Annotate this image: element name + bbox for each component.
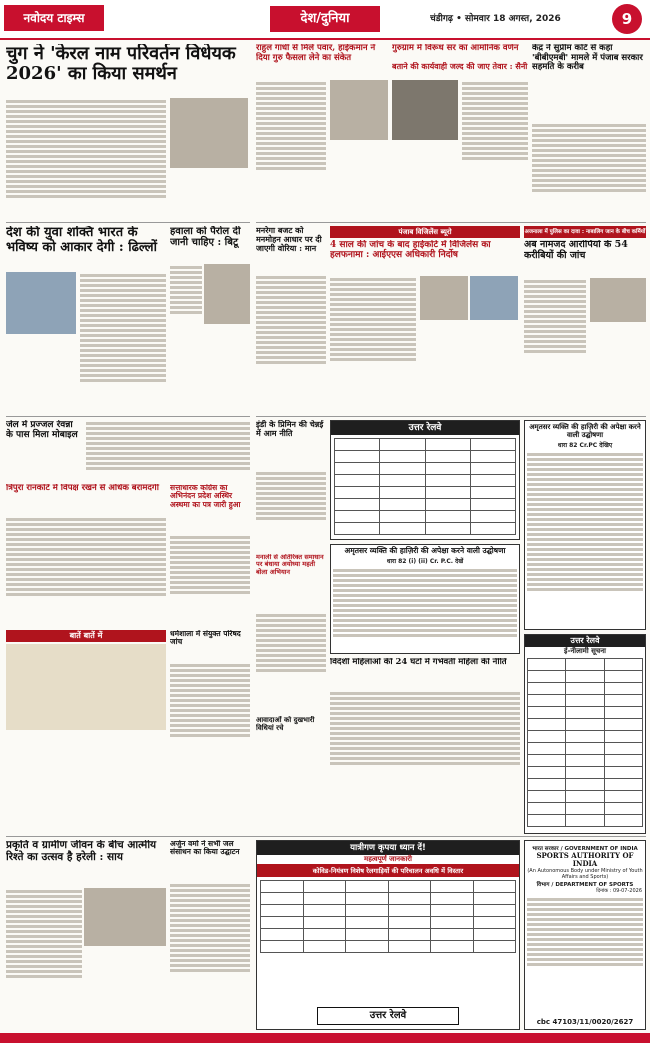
youth-headline: देश की युवा शक्ति भारत के भविष्य को आकार देगी : ढिल्लों bbox=[6, 226, 157, 255]
rail-note: कोविड-नियंत्रण विशेष रेलगाड़ियों की परिचालन अवधि में विस्तार bbox=[257, 864, 519, 877]
jail-body bbox=[86, 420, 250, 480]
batein-cartoon bbox=[6, 644, 166, 730]
bbmb-headline: केंद्र ने सुप्रीम कोर्ट से कहा 'बीबीएमबी' मामले में पंजाब सरकार सहमति के करीब bbox=[532, 44, 643, 73]
bbmb-body bbox=[532, 122, 646, 222]
divider bbox=[256, 222, 646, 223]
vigilance-photo-2 bbox=[470, 276, 518, 320]
manrega-headline: मनरेगा बजट को मनमोहन आधार पर दी जाएगी वोरिया : मान bbox=[256, 226, 322, 253]
sports-department: विभाग / DEPARTMENT OF SPORTS bbox=[536, 881, 634, 888]
gurugram-body bbox=[462, 80, 528, 220]
divider bbox=[6, 416, 250, 417]
sports-date: दिनांक : 09-07-2026 bbox=[596, 887, 642, 894]
vigilance-headline: 4 साल की जांच के बाद हाईकोर्ट में विजिलेंस का हलफनामा : आईएएस अधिकारी निर्दोष bbox=[330, 240, 491, 261]
date-line: चंडीगढ़ • सोमवार 18 अगस्त, 2026 bbox=[430, 14, 561, 24]
sports-title: SPORTS AUTHORITY OF INDIA bbox=[536, 851, 634, 868]
batein-header: बातें बातें में bbox=[6, 630, 166, 642]
punjab-vigilance-tag: पंजाब विजिलेंस ब्यूरो bbox=[330, 226, 520, 238]
hawala-body bbox=[170, 264, 202, 414]
rail-info-label: महत्वपूर्ण जानकारी bbox=[364, 855, 412, 863]
court-notice-1 bbox=[524, 420, 646, 630]
congress-headline: सत्ताधारक कांग्रेस का अभिनंदन प्रदेश अस्थिर अस्थमा का पत्र जारी हुआ bbox=[170, 484, 241, 509]
gurugram-headline: गुरुग्राम में विरूध सर का आर्मोनिक वर्णन bbox=[392, 44, 519, 53]
vigilance-body bbox=[330, 276, 416, 416]
pindi-headline: इंडी के प्रिमिन की चेन्नई में आम नीति bbox=[256, 420, 324, 438]
jail-headline: जेल में प्रज्जल रेवन्ना के पास मिला मोबाइल bbox=[6, 420, 78, 441]
rail-train-table bbox=[260, 880, 516, 953]
rahul-body bbox=[256, 80, 326, 220]
prakriti-photo bbox=[84, 888, 166, 946]
sports-authority-ad bbox=[524, 840, 646, 1030]
kanya-headline: विदेशी महिलाओं की 24 घंटों में गर्भवती महिला की नीति bbox=[330, 658, 507, 667]
court-notice-1-subtitle: धारा 82 Cr.PC देखिए bbox=[557, 441, 613, 449]
uttar-railway-title: उत्तर रेलवे bbox=[331, 421, 519, 435]
auction-rail-title: उत्तर रेलवे bbox=[525, 635, 645, 647]
auction-notice bbox=[524, 634, 646, 834]
masthead bbox=[0, 0, 650, 40]
lead-photo bbox=[170, 98, 248, 168]
pindi-body bbox=[256, 470, 326, 550]
jalsansadhan-body bbox=[170, 882, 250, 1028]
ajnala-body bbox=[524, 278, 586, 418]
divider bbox=[6, 836, 646, 837]
lead-headline: चुग ने 'केरल नाम परिवर्तन विधेयक 2026' का किया समर्थन bbox=[6, 44, 236, 85]
prakriti-body bbox=[6, 888, 82, 1028]
rail-passenger-title: यात्रीगण कृपया ध्यान दें! bbox=[257, 841, 519, 855]
court-notice-1-title: अमृतसर व्यक्ति की हाज़िरी की अपेक्षा करने वाली उद्घोषणा bbox=[529, 422, 641, 439]
congress-body bbox=[170, 534, 250, 624]
uttar-railway-ad bbox=[330, 420, 520, 540]
sports-subtitle: (An Autonomous Body under Ministry of Youth Affairs and Sports) bbox=[527, 867, 643, 880]
ajnala-photo bbox=[590, 278, 646, 322]
gurugram-subheadline: बताने की कार्यवाही जल्द की जाए तेवार : सैनी bbox=[392, 62, 528, 71]
rahul-headline: राहुल गांधी से मिले पवार, हाईकमान ने दिया गुरु फैसला लेने का संकेत bbox=[256, 44, 376, 63]
railway-table bbox=[334, 438, 516, 535]
kotdwara-headline: आवादाओं को दुखभारी विधियां रचे bbox=[256, 716, 315, 732]
prakriti-headline: प्रकृति व ग्रामीण जीवन के बीच आत्मीय रिश्ते का उत्सव है हरेली : साय bbox=[6, 840, 157, 863]
gurugram-photo bbox=[392, 80, 458, 140]
hawala-photo bbox=[204, 264, 250, 324]
ajnala-tag: अजनाला में पुलिस का दावा : नाबालिग जान के बीच कर्मियों bbox=[524, 226, 646, 238]
court-notice-2-subtitle: धारा 82 (i) (ii) Cr. P.C. देखें bbox=[386, 558, 464, 566]
tripura-body bbox=[6, 516, 166, 626]
hawala-headline: हवाला को पैरोल दी जानी चाहिए : बिटू bbox=[170, 226, 241, 249]
divider bbox=[6, 222, 250, 223]
bihar-body bbox=[256, 612, 326, 712]
tripura-headline: त्रिपुरा रानकोर्ट में विपक्ष रखने से अधिक बरामदगी bbox=[6, 484, 159, 493]
sports-govt-line: भारत सरकार / GOVERNMENT OF INDIA bbox=[532, 846, 638, 852]
lead-body bbox=[6, 98, 166, 218]
auction-title: ई-नीलामी सूचना bbox=[564, 647, 606, 655]
ajnala-headline: अब नामजद आरोपियों के 54 करीबियों की जांच bbox=[524, 240, 628, 261]
page-number: 9 bbox=[612, 4, 642, 34]
vigilance-photo-1 bbox=[420, 276, 468, 320]
bihar-headline: मनाली से अतिरिक्त समाधान पर बंधाया अयोध्या महती बोला अभियान bbox=[256, 554, 324, 576]
jalsansadhan-headline: अर्जुन वर्मा ने सभी जल संसाधन का किया उद्घाटन bbox=[170, 840, 240, 857]
rail-passenger-ad bbox=[256, 840, 520, 1030]
auction-table bbox=[527, 658, 643, 827]
divider bbox=[256, 416, 646, 417]
kanya-body bbox=[330, 690, 520, 810]
rahul-photo bbox=[330, 80, 388, 140]
dharamshala-body bbox=[170, 662, 250, 782]
rail-footer-brand: उत्तर रेलवे bbox=[317, 1007, 459, 1025]
cbc-code: cbc 47103/11/0020/2627 bbox=[536, 1018, 634, 1026]
manrega-body bbox=[256, 274, 326, 414]
court-notice-2 bbox=[330, 544, 520, 654]
youth-body bbox=[80, 272, 166, 412]
section-tag: देश/दुनिया bbox=[270, 6, 380, 32]
dharamshala-headline: धर्मशाला में संयुक्त परिषद जांच bbox=[170, 630, 241, 647]
footer-band bbox=[0, 1033, 650, 1043]
court-notice-2-title: अमृतसर व्यक्ति की हाज़िरी की अपेक्षा करने वाली उद्घोषणा bbox=[344, 546, 506, 555]
newspaper-logo: नवोदय टाइम्स bbox=[4, 5, 104, 31]
youth-photo bbox=[6, 272, 76, 334]
